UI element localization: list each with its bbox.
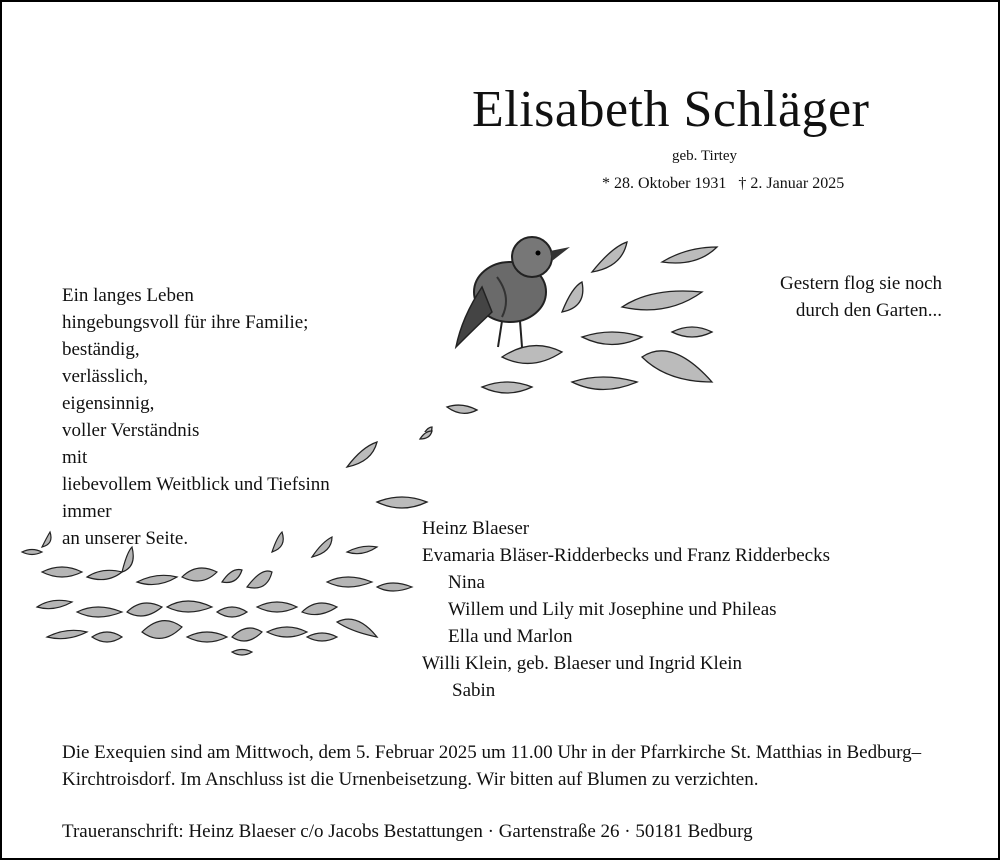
poem-line: mit <box>62 447 88 468</box>
mourning-address: Traueranschrift: Heinz Blaeser c/o Jacobs Bestattungen · Gartenstraße 26 · 50181 Bedburg <box>62 821 753 842</box>
quote-line-2: durch den Garten... <box>795 300 942 321</box>
garden-quote <box>692 270 942 324</box>
poem-line: an unserer Seite. <box>62 528 189 549</box>
birth-name: geb. Tirtey <box>672 148 738 164</box>
family-member: Nina <box>448 572 485 593</box>
quote-line-1: Gestern flog sie noch <box>780 273 942 294</box>
deceased-name: Elisabeth Schläger <box>472 81 870 138</box>
family-member: Heinz Blaeser <box>422 518 530 539</box>
poem-line: eigensinnig, <box>62 393 155 414</box>
poem-line: voller Verständnis <box>62 420 200 441</box>
poem-line: verlässlich, <box>62 366 149 387</box>
poem-line: beständig, <box>62 339 140 360</box>
poem-line: liebevollem Weitblick und Tiefsinn <box>62 474 330 495</box>
poem-line: immer <box>62 501 112 522</box>
poem-line: hingebungsvoll für ihre Familie; <box>62 312 309 333</box>
family-member: Willem und Lily mit Josephine und Phileas <box>448 599 777 620</box>
falling-leaves <box>332 427 452 527</box>
service-info: Die Exequien sind am Mittwoch, dem 5. Februar 2025 um 11.00 Uhr in der Pfarrkirche St. Matthias in Bedburg–Kirchtroisdorf. Im Anschluss ist die Urnenbeisetzung. Wir bitten auf Blumen zu verzichten. <box>62 742 922 790</box>
family-member: Ella und Marlon <box>448 626 573 647</box>
life-dates: * 28. Oktober 1931 † 2. Januar 2025 <box>602 175 845 192</box>
family-member: Willi Klein, geb. Blaeser und Ingrid Klein <box>422 653 743 674</box>
family-member: Sabin <box>452 680 496 701</box>
poem <box>62 282 330 552</box>
family-list <box>422 515 830 704</box>
leaves-illustration <box>422 232 722 432</box>
poem-line: Ein langes Leben <box>62 285 194 306</box>
family-member: Evamaria Bläser-Ridderbecks und Franz Ridderbecks <box>422 545 830 566</box>
